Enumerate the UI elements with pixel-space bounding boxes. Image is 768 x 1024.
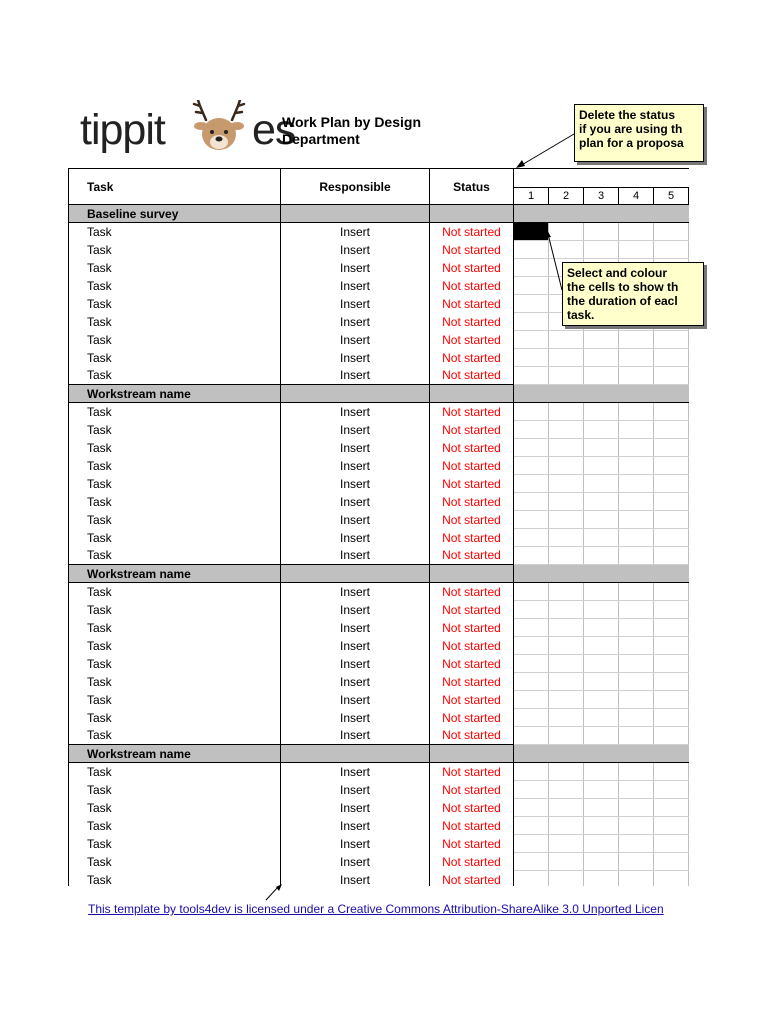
task-cell[interactable]: Task bbox=[69, 295, 281, 313]
responsible-cell[interactable]: Insert bbox=[281, 511, 430, 529]
task-cell[interactable]: Task bbox=[69, 529, 281, 547]
task-cell[interactable]: Task bbox=[69, 799, 281, 817]
task-cell[interactable]: Task bbox=[69, 691, 281, 709]
status-cell[interactable]: Not started bbox=[430, 781, 514, 799]
header-task: Task bbox=[69, 169, 281, 205]
task-cell[interactable]: Task bbox=[69, 493, 281, 511]
task-cell[interactable]: Task bbox=[69, 655, 281, 673]
status-cell[interactable]: Not started bbox=[430, 277, 514, 295]
status-cell[interactable]: Not started bbox=[430, 709, 514, 727]
task-cell[interactable]: Task bbox=[69, 511, 281, 529]
responsible-cell[interactable]: Insert bbox=[281, 313, 430, 331]
status-cell[interactable]: Not started bbox=[430, 457, 514, 475]
task-cell[interactable]: Task bbox=[69, 619, 281, 637]
responsible-cell[interactable]: Insert bbox=[281, 367, 430, 385]
responsible-cell[interactable]: Insert bbox=[281, 421, 430, 439]
responsible-cell[interactable]: Insert bbox=[281, 259, 430, 277]
task-cell[interactable]: Task bbox=[69, 727, 281, 745]
responsible-cell[interactable]: Insert bbox=[281, 601, 430, 619]
task-cell[interactable]: Task bbox=[69, 637, 281, 655]
section-name[interactable]: Workstream name bbox=[69, 745, 281, 763]
status-cell[interactable]: Not started bbox=[430, 529, 514, 547]
document-title: Work Plan by Design Department bbox=[282, 114, 421, 147]
responsible-cell[interactable]: Insert bbox=[281, 655, 430, 673]
status-cell[interactable]: Not started bbox=[430, 349, 514, 367]
responsible-cell[interactable]: Insert bbox=[281, 781, 430, 799]
task-cell[interactable]: Task bbox=[69, 475, 281, 493]
responsible-cell[interactable]: Insert bbox=[281, 673, 430, 691]
logo-text-part1: tippit bbox=[80, 106, 165, 154]
status-cell[interactable]: Not started bbox=[430, 475, 514, 493]
status-cell[interactable]: Not started bbox=[430, 493, 514, 511]
responsible-cell[interactable]: Insert bbox=[281, 691, 430, 709]
responsible-cell[interactable]: Insert bbox=[281, 817, 430, 835]
responsible-cell[interactable]: Insert bbox=[281, 439, 430, 457]
status-cell[interactable]: Not started bbox=[430, 727, 514, 745]
task-cell[interactable]: Task bbox=[69, 709, 281, 727]
task-cell[interactable]: Task bbox=[69, 331, 281, 349]
responsible-cell[interactable]: Insert bbox=[281, 331, 430, 349]
task-cell[interactable]: Task bbox=[69, 835, 281, 853]
status-cell[interactable]: Not started bbox=[430, 691, 514, 709]
status-cell[interactable]: Not started bbox=[430, 241, 514, 259]
status-cell[interactable]: Not started bbox=[430, 313, 514, 331]
status-cell[interactable]: Not started bbox=[430, 259, 514, 277]
status-cell[interactable]: Not started bbox=[430, 799, 514, 817]
responsible-cell[interactable]: Insert bbox=[281, 547, 430, 565]
task-cell[interactable]: Task bbox=[69, 871, 281, 887]
status-cell[interactable]: Not started bbox=[430, 403, 514, 421]
status-cell[interactable]: Not started bbox=[430, 619, 514, 637]
task-cell[interactable]: Task bbox=[69, 403, 281, 421]
task-cell[interactable]: Task bbox=[69, 853, 281, 871]
header-status: Status bbox=[430, 169, 514, 205]
status-cell[interactable]: Not started bbox=[430, 763, 514, 781]
day-number: 1 bbox=[514, 188, 549, 205]
status-cell[interactable]: Not started bbox=[430, 421, 514, 439]
status-cell[interactable]: Not started bbox=[430, 331, 514, 349]
license-link[interactable]: This template by tools4dev is licensed under a Creative Commons Attribution-ShareAlike 3.0 Unported Licen bbox=[88, 902, 664, 916]
responsible-cell[interactable]: Insert bbox=[281, 223, 430, 241]
status-cell[interactable]: Not started bbox=[430, 637, 514, 655]
task-cell[interactable]: Task bbox=[69, 457, 281, 475]
responsible-cell[interactable]: Insert bbox=[281, 457, 430, 475]
logo-text-part2: es bbox=[252, 106, 296, 154]
task-cell[interactable]: Task bbox=[69, 439, 281, 457]
responsible-cell[interactable]: Insert bbox=[281, 619, 430, 637]
task-cell[interactable]: Task bbox=[69, 259, 281, 277]
responsible-cell[interactable]: Insert bbox=[281, 349, 430, 367]
status-cell[interactable]: Not started bbox=[430, 223, 514, 241]
responsible-cell[interactable]: Insert bbox=[281, 583, 430, 601]
header-responsible: Responsible bbox=[281, 169, 430, 205]
status-cell[interactable]: Not started bbox=[430, 853, 514, 871]
task-cell[interactable]: Task bbox=[69, 367, 281, 385]
status-cell[interactable]: Not started bbox=[430, 817, 514, 835]
responsible-cell[interactable]: Insert bbox=[281, 709, 430, 727]
note-line: the cells to show th bbox=[567, 280, 679, 294]
task-cell[interactable]: Task bbox=[69, 601, 281, 619]
section-name[interactable]: Workstream name bbox=[69, 385, 281, 403]
day-number: 5 bbox=[654, 188, 689, 205]
note-line: Delete the status bbox=[579, 108, 676, 122]
note-line: task. bbox=[567, 308, 595, 322]
responsible-cell[interactable]: Insert bbox=[281, 403, 430, 421]
task-cell[interactable]: Task bbox=[69, 241, 281, 259]
day-number: 3 bbox=[584, 188, 619, 205]
status-cell[interactable]: Not started bbox=[430, 673, 514, 691]
responsible-cell[interactable]: Insert bbox=[281, 493, 430, 511]
status-cell[interactable]: Not started bbox=[430, 439, 514, 457]
section-name[interactable]: Baseline survey bbox=[69, 205, 281, 223]
note-line: Select and colour bbox=[567, 266, 668, 280]
status-cell[interactable]: Not started bbox=[430, 511, 514, 529]
day-number: 2 bbox=[549, 188, 584, 205]
status-cell[interactable]: Not started bbox=[430, 367, 514, 385]
status-cell[interactable]: Not started bbox=[430, 547, 514, 565]
task-cell[interactable]: Task bbox=[69, 223, 281, 241]
status-cell[interactable]: Not started bbox=[430, 835, 514, 853]
task-cell[interactable]: Task bbox=[69, 313, 281, 331]
task-cell[interactable]: Task bbox=[69, 547, 281, 565]
task-cell[interactable]: Task bbox=[69, 583, 281, 601]
responsible-cell[interactable]: Insert bbox=[281, 241, 430, 259]
section-name[interactable]: Workstream name bbox=[69, 565, 281, 583]
responsible-cell[interactable]: Insert bbox=[281, 835, 430, 853]
note-line: if you are using th bbox=[579, 122, 683, 136]
task-cell[interactable]: Task bbox=[69, 781, 281, 799]
responsible-cell[interactable]: Insert bbox=[281, 295, 430, 313]
responsible-cell[interactable]: Insert bbox=[281, 727, 430, 745]
task-cell[interactable]: Task bbox=[69, 673, 281, 691]
responsible-cell[interactable]: Insert bbox=[281, 853, 430, 871]
status-cell[interactable]: Not started bbox=[430, 583, 514, 601]
responsible-cell[interactable]: Insert bbox=[281, 277, 430, 295]
day-number: 4 bbox=[619, 188, 654, 205]
note-line: plan for a proposa bbox=[579, 136, 684, 150]
responsible-cell[interactable]: Insert bbox=[281, 529, 430, 547]
task-cell[interactable]: Task bbox=[69, 277, 281, 295]
task-cell[interactable]: Task bbox=[69, 817, 281, 835]
status-cell[interactable]: Not started bbox=[430, 601, 514, 619]
task-cell[interactable]: Task bbox=[69, 763, 281, 781]
status-cell[interactable]: Not started bbox=[430, 295, 514, 313]
status-cell[interactable]: Not started bbox=[430, 871, 514, 887]
task-cell[interactable]: Task bbox=[69, 349, 281, 367]
responsible-cell[interactable]: Insert bbox=[281, 475, 430, 493]
responsible-cell[interactable]: Insert bbox=[281, 799, 430, 817]
responsible-cell[interactable]: Insert bbox=[281, 637, 430, 655]
task-cell[interactable]: Task bbox=[69, 421, 281, 439]
responsible-cell[interactable]: Insert bbox=[281, 763, 430, 781]
note-line: the duration of eacl bbox=[567, 294, 678, 308]
responsible-cell[interactable]: Insert bbox=[281, 871, 430, 887]
status-cell[interactable]: Not started bbox=[430, 655, 514, 673]
